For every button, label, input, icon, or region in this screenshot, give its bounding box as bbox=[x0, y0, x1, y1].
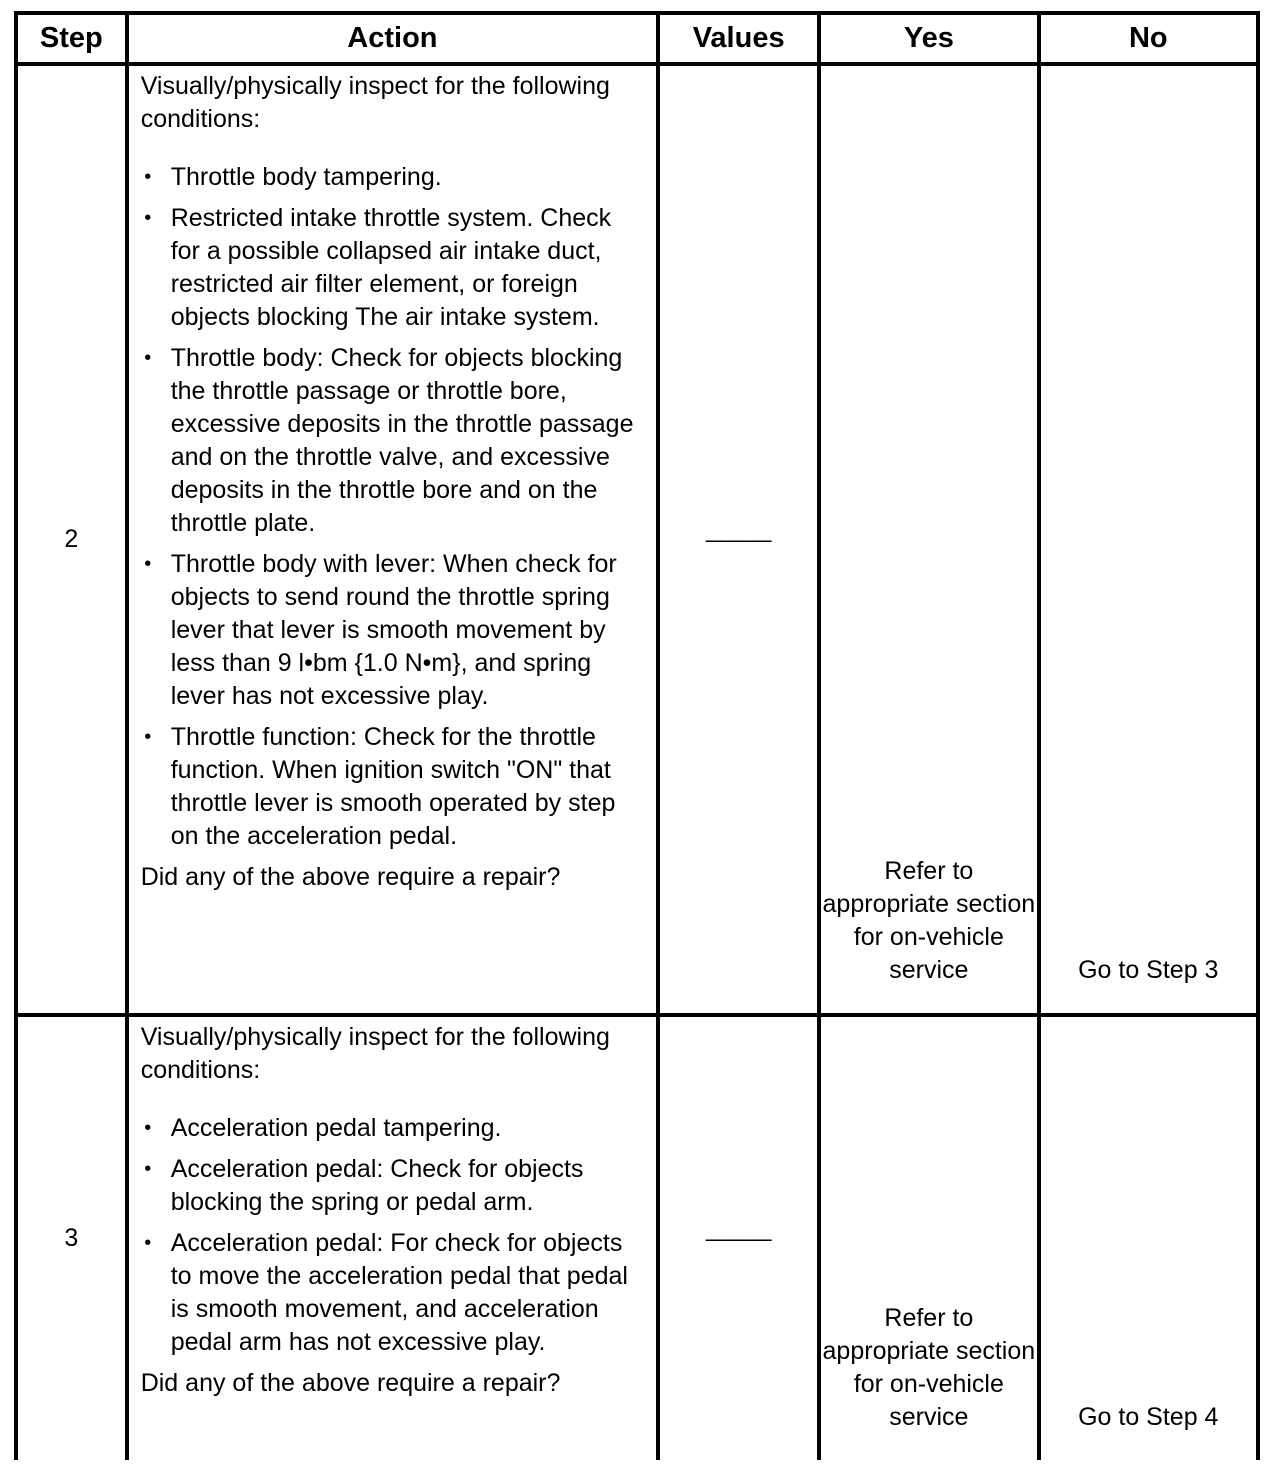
list-item: • Throttle body: Check for objects blocking the throttle passage or throttle bore, excessive deposits in the throttle passage and on the throttle valve, and excessive deposits in the throttle bore and on the throttle plate. bbox=[141, 342, 646, 540]
bullet-icon: • bbox=[144, 166, 152, 188]
not-applicable-dash: ——— bbox=[705, 527, 772, 552]
diagnostic-table bbox=[14, 11, 1260, 1460]
action-cell bbox=[127, 1015, 658, 1460]
list-item: • Throttle function: Check for the throttle function. When ignition switch "ON" that throttle lever is smooth operated by step on the acceleration pedal. bbox=[141, 721, 646, 853]
list-item: • Throttle body tampering. bbox=[141, 161, 646, 194]
bullet-icon: • bbox=[144, 207, 152, 229]
bullet-icon: • bbox=[144, 553, 152, 575]
step-number: 3 bbox=[16, 1015, 127, 1460]
condition-list bbox=[141, 1112, 646, 1359]
header-yes: Yes bbox=[819, 13, 1038, 64]
list-item: • Acceleration pedal: Check for objects blocking the spring or pedal arm. bbox=[141, 1153, 646, 1219]
yes-result: Refer to appropriate section for on-vehicle service bbox=[819, 1015, 1038, 1460]
yes-result: Refer to appropriate section for on-vehicle service bbox=[819, 64, 1038, 1015]
table-row-step-2 bbox=[16, 64, 1258, 1015]
not-applicable-dash: ——— bbox=[705, 1226, 772, 1251]
bullet-icon: • bbox=[144, 347, 152, 369]
bullet-icon: • bbox=[144, 1232, 152, 1254]
list-item: • Throttle body with lever: When check for objects to send round the throttle spring lever that lever is smooth movement by less than 9 l•bm {1.0 N•m}, and spring lever has not excessive play. bbox=[141, 548, 646, 713]
header-step: Step bbox=[16, 13, 127, 64]
bullet-icon: • bbox=[144, 726, 152, 748]
no-result: Go to Step 4 bbox=[1039, 1015, 1258, 1460]
bullet-icon: • bbox=[144, 1117, 152, 1139]
list-item: • Restricted intake throttle system. Check for a possible collapsed air intake duct, restricted air filter element, or foreign objects blocking The air intake system. bbox=[141, 202, 646, 334]
table-row-step-3 bbox=[16, 1015, 1258, 1460]
list-item: • Acceleration pedal: For check for objects to move the acceleration pedal that pedal is smooth movement, and acceleration pedal arm has not excessive play. bbox=[141, 1227, 646, 1359]
no-result: Go to Step 3 bbox=[1039, 64, 1258, 1015]
repair-question: Did any of the above require a repair? bbox=[140, 1369, 561, 1397]
values-cell bbox=[658, 1015, 819, 1460]
header-values: Values bbox=[658, 13, 819, 64]
action-cell bbox=[127, 64, 658, 1015]
header-row bbox=[16, 13, 1258, 64]
action-intro: Visually/physically inspect for the following conditions: bbox=[140, 1023, 610, 1084]
header-action: Action bbox=[127, 13, 658, 64]
bullet-icon: • bbox=[144, 1158, 152, 1180]
action-intro: Visually/physically inspect for the following conditions: bbox=[140, 72, 610, 133]
step-number: 2 bbox=[16, 64, 127, 1015]
list-item: • Acceleration pedal tampering. bbox=[141, 1112, 646, 1145]
repair-question: Did any of the above require a repair? bbox=[140, 863, 561, 891]
condition-list bbox=[141, 161, 646, 853]
values-cell bbox=[658, 64, 819, 1015]
header-no: No bbox=[1039, 13, 1258, 64]
